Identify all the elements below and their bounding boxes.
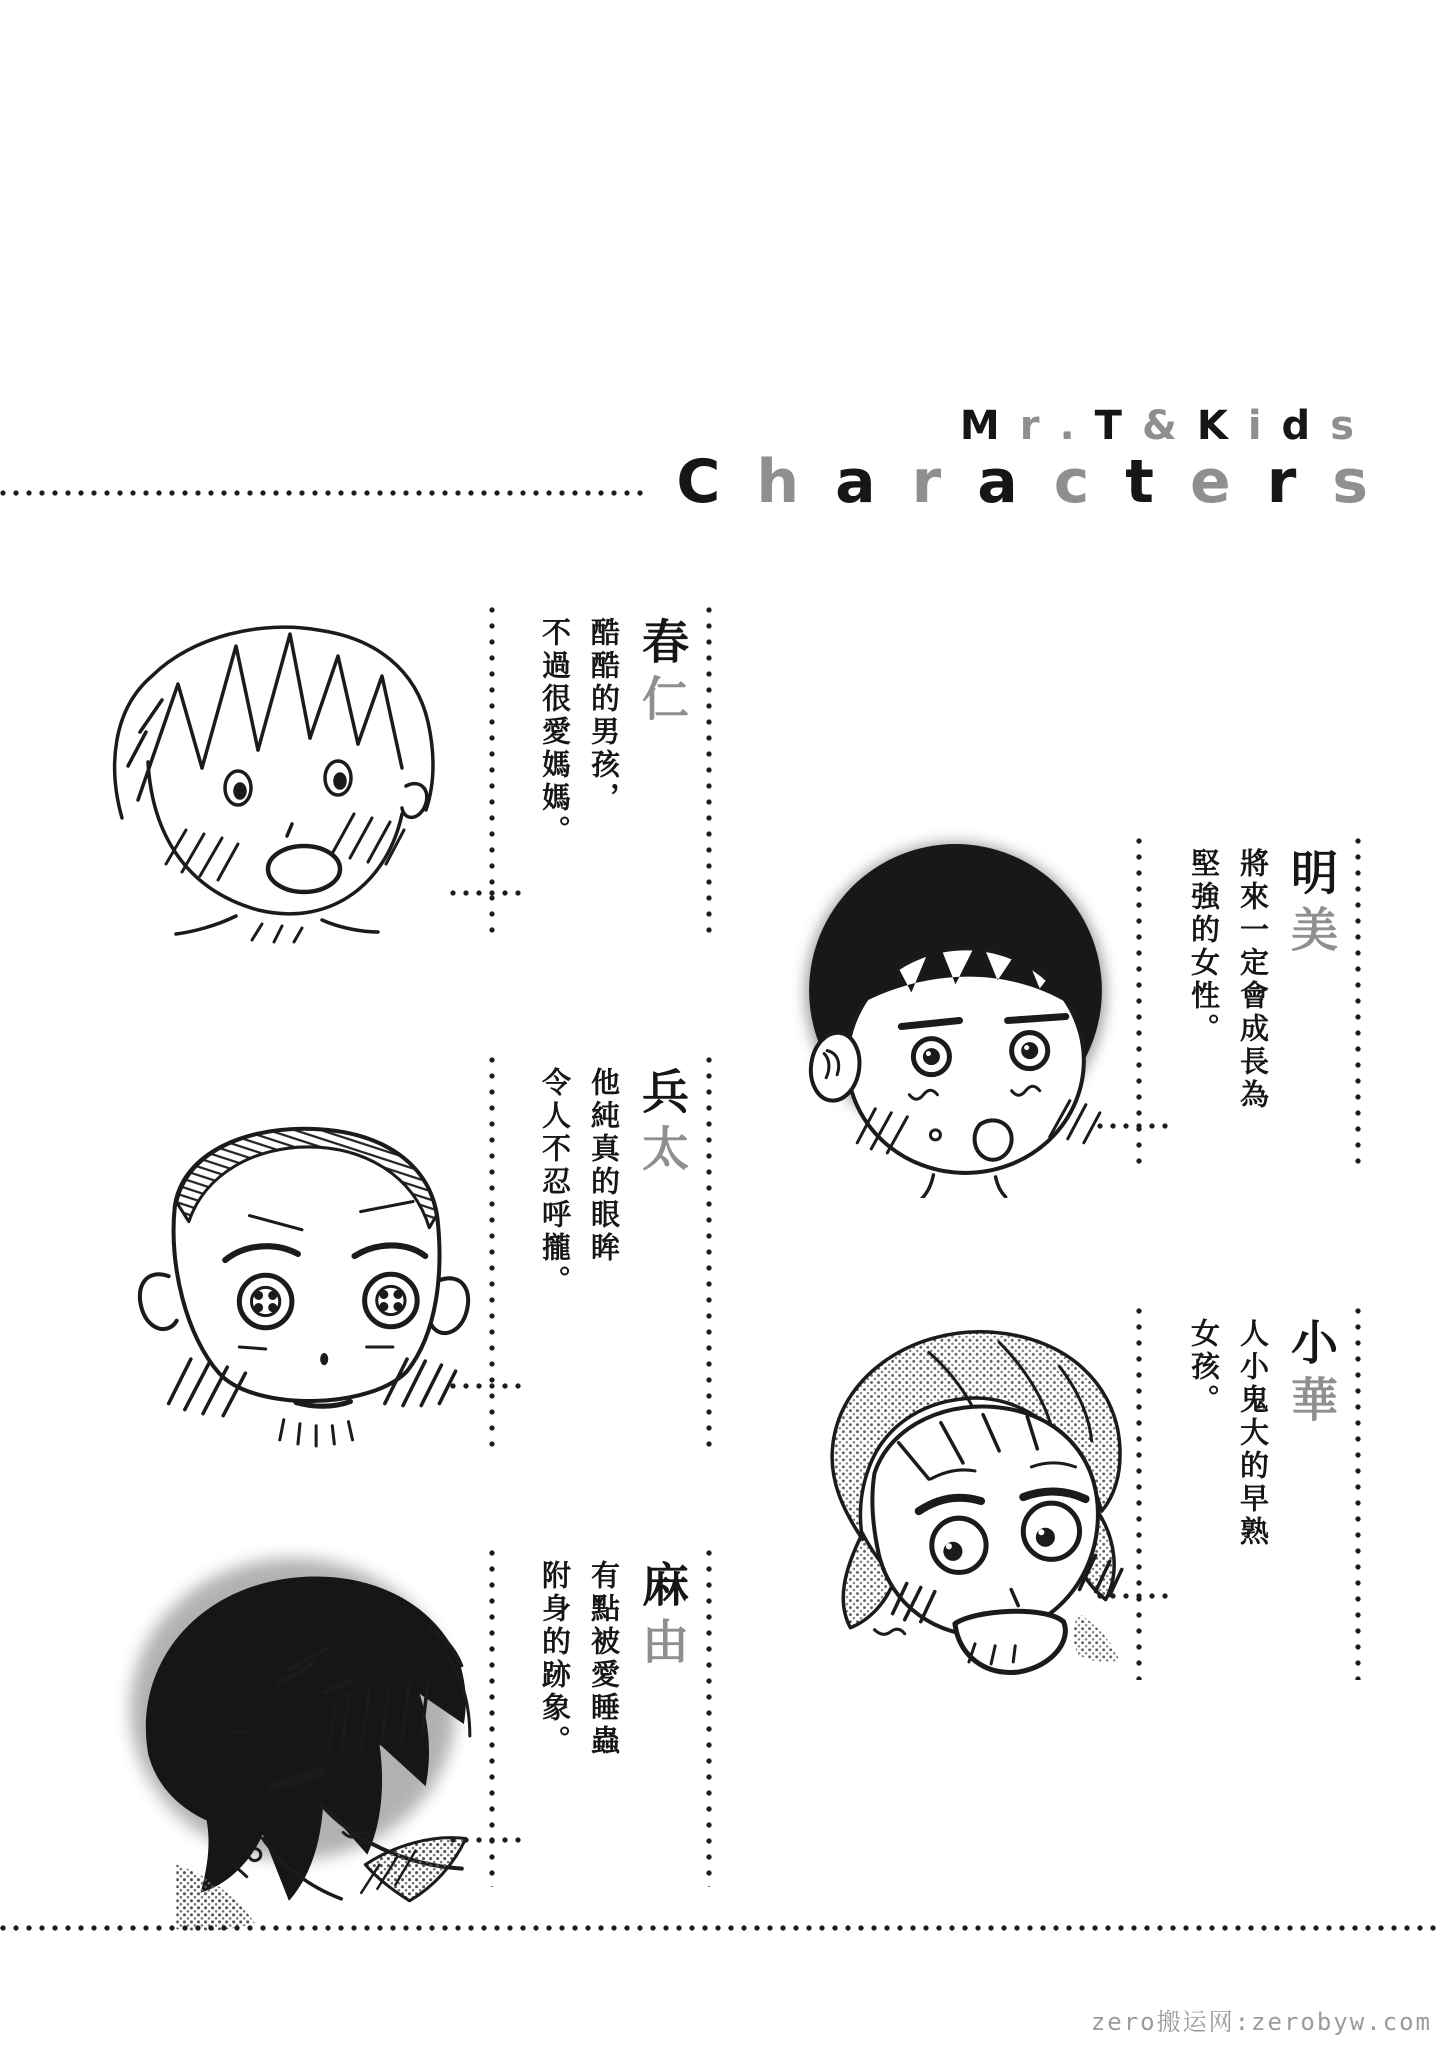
title-letter: c (1053, 447, 1090, 517)
dotted-guide-right (706, 607, 712, 935)
dotted-cross-tick (450, 1837, 522, 1843)
portrait-mingmei (783, 822, 1139, 1198)
dotted-guide-left (489, 1057, 495, 1452)
title-letter: & (1141, 403, 1177, 449)
character-name: 兵太 (634, 1067, 689, 1181)
character-name: 春仁 (634, 617, 689, 731)
dotted-guide-right (1355, 838, 1361, 1170)
title-letter: i (1247, 403, 1262, 449)
character-section-bingtai (489, 1057, 712, 1452)
title-letter: T (1094, 403, 1122, 449)
portrait-bingtai (106, 1056, 500, 1450)
dotted-cross-tick (450, 890, 522, 896)
portrait-mayou (112, 1533, 494, 1935)
character-description-line: 有點被愛睡蟲 (587, 1560, 621, 1758)
dotted-leader-line (0, 490, 648, 496)
title-letter: a (835, 447, 876, 517)
title-letter: C (676, 447, 721, 517)
character-description-line: 令人不忍呼攏。 (538, 1067, 572, 1298)
title-letter: h (756, 447, 800, 517)
dotted-cross-tick (1097, 1123, 1169, 1129)
title-letter: r (911, 447, 942, 517)
character-name: 明美 (1283, 848, 1338, 962)
character-name: 小華 (1283, 1318, 1338, 1432)
watermark-text: zero搬运网:zerobyw.com (1090, 2008, 1432, 2036)
character-section-mingmei (1136, 838, 1361, 1170)
dotted-guide-right (1355, 1308, 1361, 1680)
dotted-cross-tick (1097, 1593, 1169, 1599)
character-description-line: 將來一定會成長為 (1236, 848, 1270, 1112)
title-letter: r (1266, 447, 1297, 517)
dotted-guide-left (1136, 1308, 1142, 1680)
character-description-line: 酷酷的男孩， (587, 617, 621, 815)
portrait-chunren (85, 572, 457, 947)
character-section-mayou (489, 1550, 712, 1887)
title-letter: K (1196, 403, 1228, 449)
portrait-xiaohua (778, 1282, 1160, 1684)
character-description-line: 不過很愛媽媽。 (538, 617, 572, 848)
character-section-xiaohua (1136, 1308, 1361, 1680)
title-letter: e (1189, 447, 1231, 517)
bottom-dotted-rule (0, 1925, 1440, 1931)
character-description-line: 女孩。 (1187, 1318, 1221, 1417)
character-description-line: 附身的跡象。 (538, 1560, 572, 1758)
dotted-guide-left (489, 607, 495, 935)
dotted-guide-left (1136, 838, 1142, 1170)
title-letter: s (1332, 447, 1368, 517)
title-letter: . (1059, 403, 1075, 449)
page-title (676, 447, 1368, 517)
character-section-chunren (489, 607, 712, 935)
series-title (959, 403, 1354, 449)
title-letter: s (1330, 403, 1354, 449)
title-letter: t (1125, 447, 1154, 517)
character-description-line: 他純真的眼眸 (587, 1067, 621, 1265)
character-name: 麻由 (634, 1560, 689, 1674)
dotted-guide-right (706, 1550, 712, 1887)
title-letter: d (1281, 403, 1311, 449)
dotted-cross-tick (450, 1383, 522, 1389)
title-letter: M (959, 403, 1000, 449)
dotted-guide-right (706, 1057, 712, 1452)
title-letter: a (977, 447, 1018, 517)
title-letter: r (1019, 403, 1040, 449)
character-description-line: 人小鬼大的早熟 (1236, 1318, 1270, 1549)
character-description-line: 堅強的女性。 (1187, 848, 1221, 1046)
